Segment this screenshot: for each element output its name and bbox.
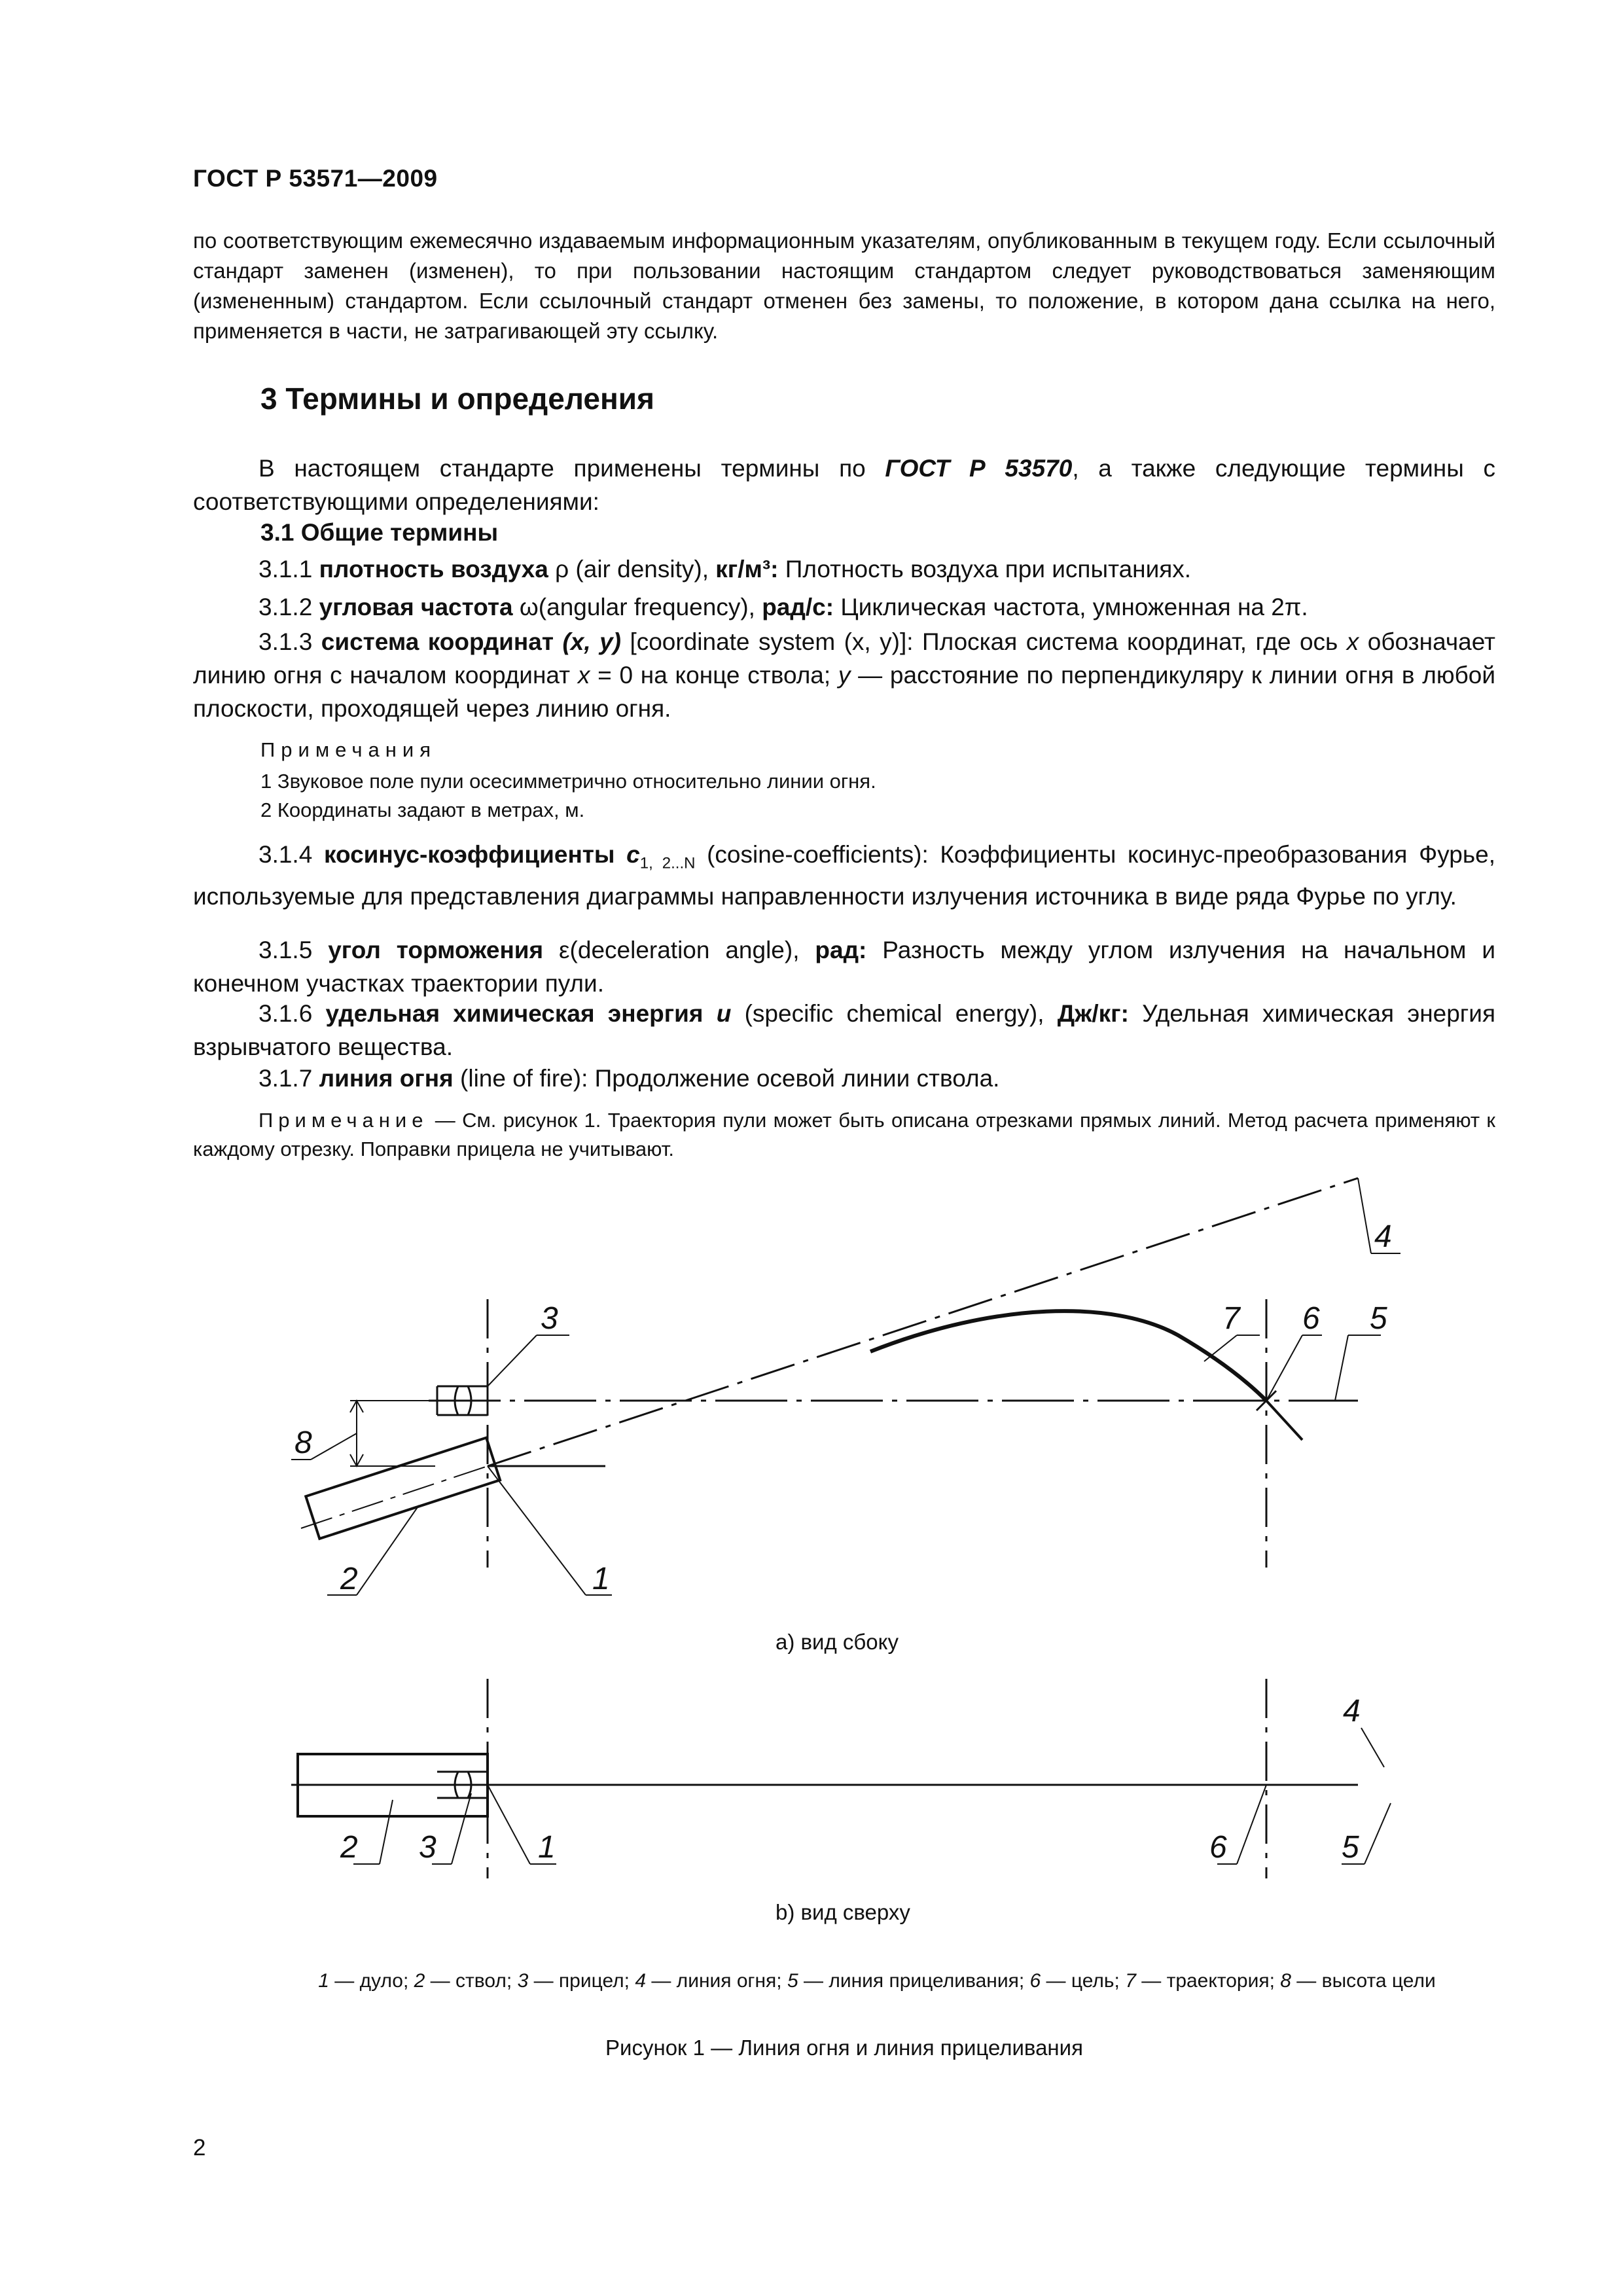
- top-view-caption: b) вид сверху: [776, 1900, 910, 1924]
- figure-caption: Рисунок 1 — Линия огня и линия прицеливания: [605, 2036, 1083, 2060]
- label-side-5: 5: [1370, 1301, 1387, 1336]
- term-3-1-3: 3.1.3 система координат (x, y) [coordinate system (x, y)]: Плоская система координат, где ось x обозначает линию огня с началом координат x = 0 на конце ствола; y — расстояние по перпендикуляру к линии огня в любой плоскости, проходящей через линию огня.: [193, 628, 1496, 722]
- label-side-3: 3: [541, 1301, 558, 1336]
- label-side-6: 6: [1302, 1301, 1320, 1336]
- label-side-8: 8: [294, 1426, 312, 1460]
- section-intro: В настоящем стандарте применены термины по ГОСТ Р 53570, а также следующие термины с соответствующими определениями:: [193, 455, 1495, 515]
- barrel-rect: [306, 1438, 500, 1539]
- trajectory-extension: [1266, 1401, 1302, 1440]
- side-view-caption: а) вид сбоку: [776, 1630, 899, 1654]
- gost-reference: ГОСТ Р 53570: [885, 455, 1073, 482]
- label-top-3: 3: [419, 1830, 437, 1865]
- intro-paragraph: по соответствующим ежемесячно издаваемым информационным указателям, опубликованным в текущем году. Если ссылочный стандарт заменен (изменен), то при пользовании настоящим стандартом следует руководствоваться заменяющим (измененным) стандартом. Если ссылочный стандарт отменен без замены, то положение, в котором дана ссылка на него, применяется в части, не затрагивающей эту ссылку.: [193, 228, 1495, 343]
- subsection-title: 3.1 Общие термины: [260, 519, 499, 546]
- term-3-1-6: 3.1.6 удельная химическая энергия u (specific chemical energy), Дж/кг: Удельная химическая энергия взрывчатого вещества.: [193, 1000, 1495, 1060]
- label-top-2: 2: [340, 1830, 358, 1865]
- term-3-1-2: 3.1.2 угловая частота ω(angular frequency), рад/с: Циклическая частота, умноженная на 2π.: [259, 594, 1308, 620]
- section-title: 3 Термины и определения: [260, 382, 654, 416]
- page-number: 2: [193, 2135, 206, 2161]
- term-3-1-4: 3.1.4 косинус-коэффициенты $c_{1, 2...N}$ (cosine-coefficients): Коэффициенты косинус-преобразования Фурье, используемые для представления диаграммы направленности излучения источника в виде ряда Фурье по углу.: [193, 841, 1496, 910]
- note-item: 1 Звуковое поле пули осесимметрично относительно линии огня.: [260, 770, 876, 793]
- label-side-4: 4: [1374, 1219, 1392, 1254]
- term-3-1-1: 3.1.1 плотность воздуха ρ (air density), кг/м³: Плотность воздуха при испытаниях.: [259, 556, 1192, 583]
- notes-header: Примечания: [260, 738, 437, 761]
- label-top-4: 4: [1343, 1694, 1361, 1729]
- term-3-1-5: 3.1.5 угол торможения ε(deceleration angle), рад: Разность между углом излучения на начальном и конечном участках траектории пули.: [193, 937, 1495, 997]
- term-3-1-7: 3.1.7 линия огня (line of fire): Продолжение осевой линии ствола.: [259, 1065, 1000, 1092]
- label-top-6: 6: [1209, 1830, 1227, 1865]
- label-side-1: 1: [592, 1562, 610, 1596]
- figure-note: Примечание — См. рисунок 1. Траектория пули может быть описана отрезками прямых линий. Метод расчета применяют к каждому отрезку. Поправки прицела не учитывают.: [193, 1109, 1495, 1160]
- label-top-5: 5: [1342, 1830, 1359, 1865]
- figure-legend: 1 — дуло; 2 — ствол; 3 — прицел; 4 — линия огня; 5 — линия прицеливания; 6 — цель; 7 — траектория; 8 — высота цели: [318, 1970, 1436, 1992]
- label-side-7: 7: [1222, 1301, 1240, 1336]
- trajectory-curve: [870, 1311, 1266, 1401]
- label-side-2: 2: [340, 1562, 358, 1596]
- note-item: 2 Координаты задают в метрах, м.: [260, 798, 585, 821]
- label-top-1: 1: [538, 1830, 556, 1865]
- standard-id: ГОСТ Р 53571—2009: [193, 165, 438, 192]
